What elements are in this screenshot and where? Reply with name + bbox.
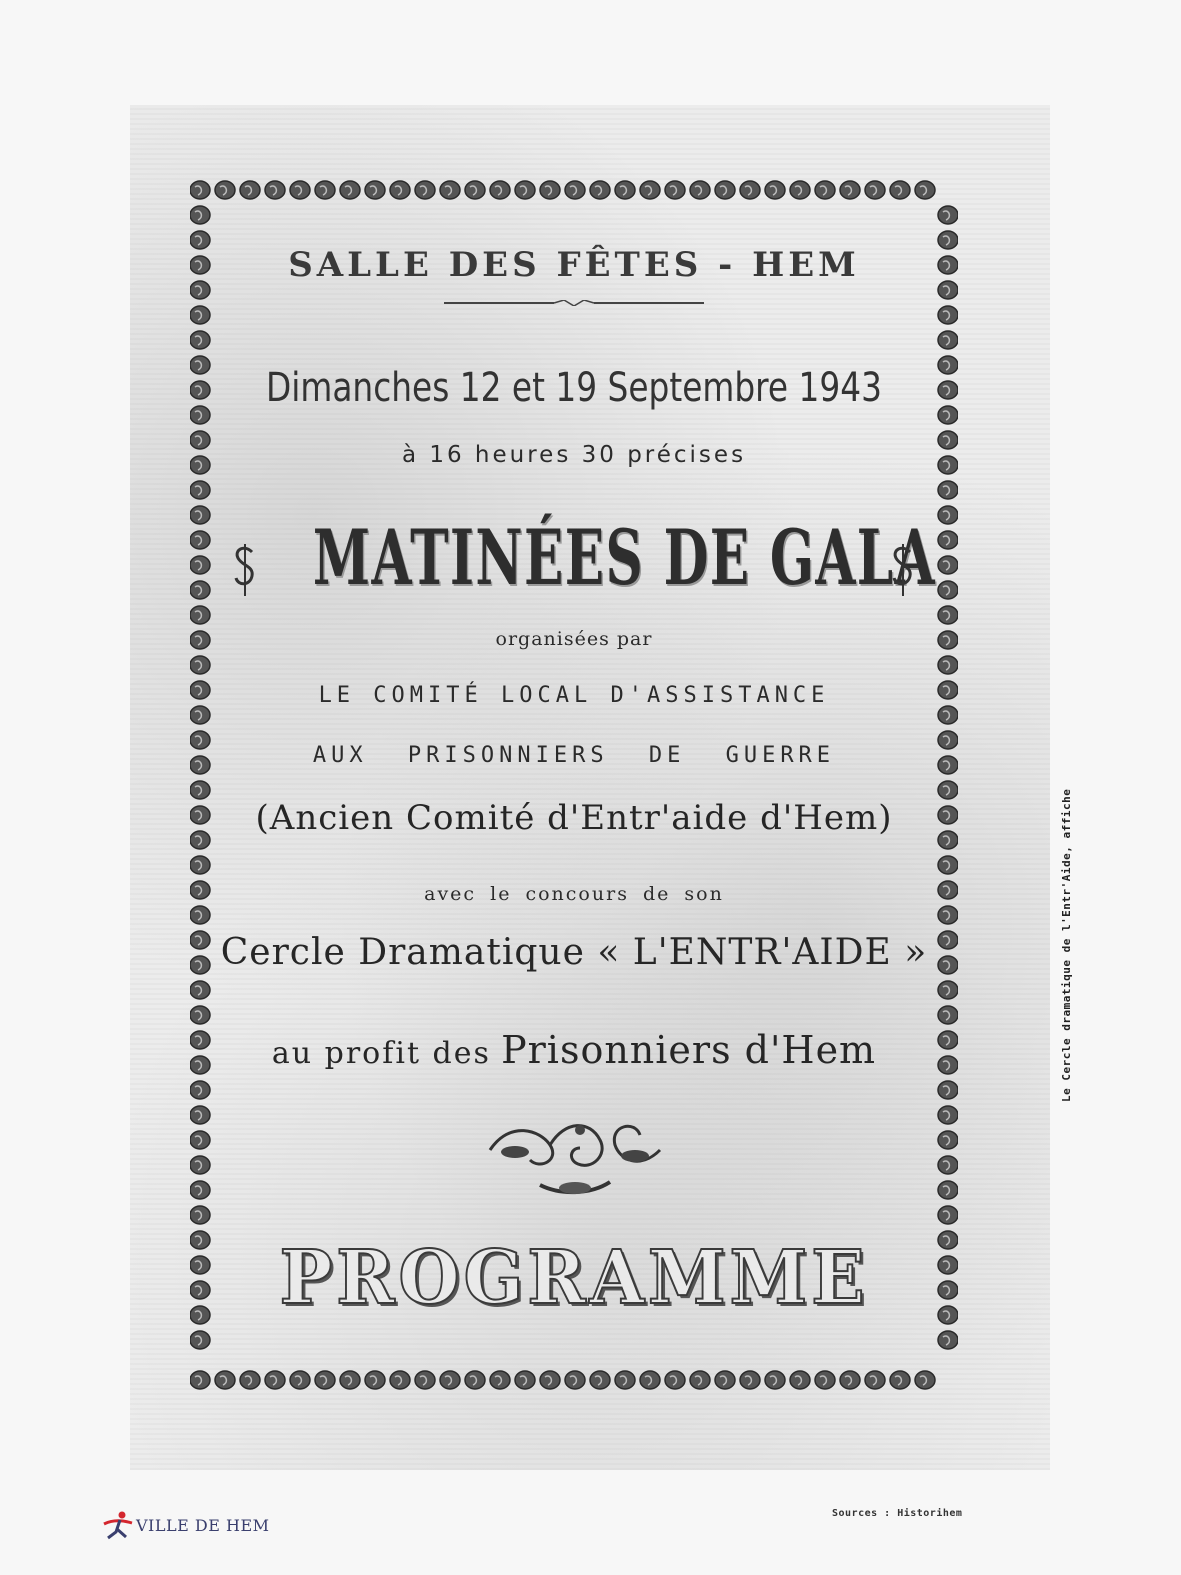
benefit-prefix: au profit des — [271, 1036, 491, 1071]
programme-title: PROGRAMME — [279, 1235, 869, 1321]
committee-line-2: AUX PRISONNIERS DE GUERRE — [312, 743, 836, 768]
dollar-ornament-icon — [230, 540, 260, 600]
side-caption: Le Cercle dramatique de l'Entr'Aide, affiche — [1060, 788, 1073, 1102]
committee-line-1: LE COMITÉ LOCAL D'ASSISTANCE — [318, 683, 830, 708]
organised-by: organisées par — [495, 628, 653, 650]
gala-headline: MATINÉES DE GALA — [312, 513, 936, 602]
divider-rule — [444, 300, 704, 306]
poster-content — [190, 180, 958, 1390]
dollar-ornament-icon — [888, 540, 918, 600]
troupe-name: Cercle Dramatique « L'ENTR'AIDE » — [220, 932, 928, 973]
poster-scan — [130, 105, 1050, 1470]
former-committee-name: (Ancien Comité d'Entr'aide d'Hem) — [255, 798, 893, 838]
event-time: à 16 heures 30 précises — [401, 442, 747, 468]
logo-text: VILLE DE HEM — [136, 1515, 270, 1535]
ville-de-hem-figure-icon — [100, 1510, 134, 1540]
benefit-target: Prisonniers d'Hem — [501, 1028, 877, 1072]
sources-note: Sources : Historihem — [832, 1508, 963, 1519]
flourish-ornament-icon — [480, 1100, 670, 1200]
venue-heading: SALLE DES FÊTES - HEM — [288, 245, 860, 285]
with-help-line: avec le concours de son — [424, 883, 724, 905]
ville-de-hem-logo — [100, 1510, 270, 1540]
benefit-line — [190, 1028, 958, 1072]
event-dates: Dimanches 12 et 19 Septembre 1943 — [266, 365, 882, 411]
